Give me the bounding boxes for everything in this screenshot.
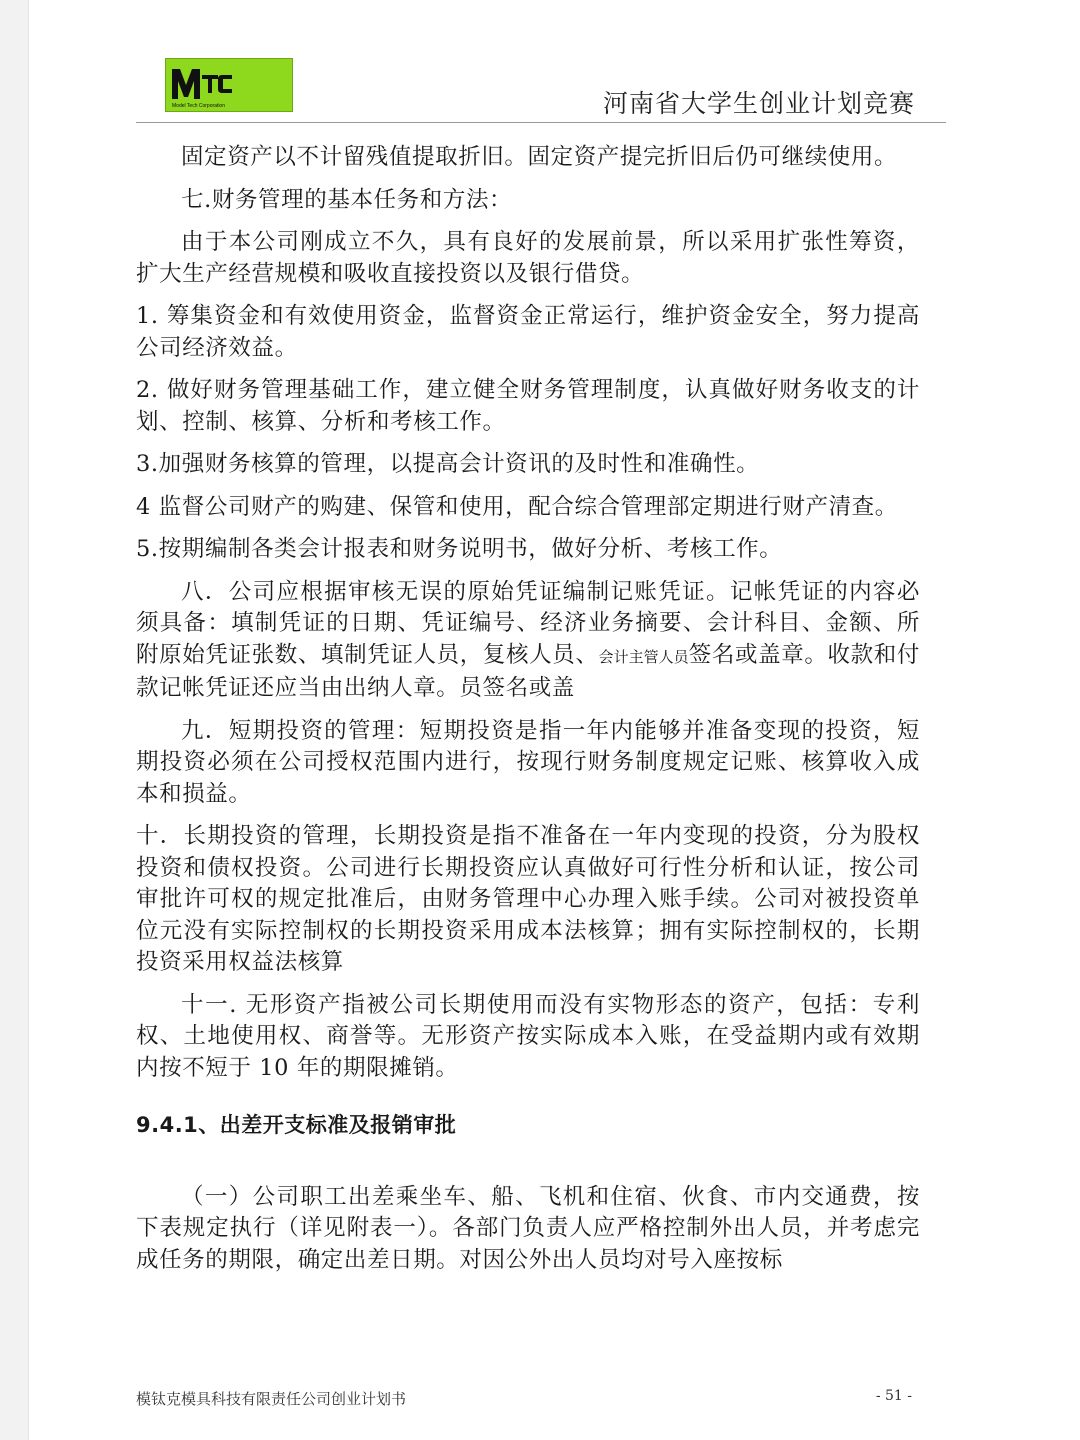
paragraph-section-9: 九．短期投资的管理：短期投资是指一年内能够并准备变现的投资，短期投资必须在公司授权范围内进行，按现行财务制度规定记账、核算收入成本和损益。 [136,717,920,807]
list-item-1: 1. 筹集资金和有效使用资金，监督资金正常运行，维护资金安全，努力提高公司经济效益。 [136,303,920,361]
paragraph-travel-expenses: （一）公司职工出差乘坐车、船、飞机和住宿、伙食、市内交通费，按下表规定执行（详见附表一）。各部门负责人应严格控制外出人员，并考虑完成任务的期限，确定出差日期。对因公外出人员均对号入座按标 [136,1183,920,1273]
paragraph-fixed-assets: 固定资产以不计留残值提取折旧。固定资产提完折旧后仍可继续使用。 [181,144,898,170]
paragraph-section-11: 十一. 无形资产指被公司长期使用而没有实物形态的资产，包括：专利权、土地使用权、商誉等。无形资产按实际成本入账，在受益期内或有效期内按不短于 10 年的期限摊销。 [136,991,920,1081]
section-8-text-b: 签名或盖章。收款和付款记帐凭证还应当由出纳人章。员签名或盖 [136,641,920,701]
footer-company-name: 模钛克模具科技有限责任公司创业计划书 [136,1390,407,1408]
paragraph-section-8 [136,577,920,705]
mtc-logo-graphic [166,59,292,111]
list-item-2: 2. 做好财务管理基础工作，建立健全财务管理制度，认真做好财务收支的计划、控制、核算、分析和考核工作。 [136,377,920,435]
section-8-text-small: 会计主管人员 [598,647,689,666]
document-body [136,142,920,1287]
logo-subtext: Model Tech Corporation [172,103,225,109]
competition-title: 河南省大学生创业计划竞赛 [602,89,915,118]
list-item-5: 5.按期编制各类会计报表和财务说明书，做好分析、考核工作。 [136,536,783,562]
paragraph-financing: 由于本公司刚成立不久，具有良好的发展前景，所以采用扩张性筹资，扩大生产经营规模和吸收直接投资以及银行借贷。 [136,229,920,287]
list-item-3: 3.加强财务核算的管理，以提高会计资讯的及时性和准确性。 [136,451,760,477]
paragraph-section-7-heading: 七.财务管理的基本任务和方法： [181,186,513,213]
header-divider [136,122,946,123]
section-heading: 9.4.1、出差开支标准及报销审批 [136,1113,457,1137]
paragraph-section-10: 十．长期投资的管理，长期投资是指不准备在一年内变现的投资，分为股权投资和债权投资。公司进行长期投资应认真做好可行性分析和认证，按公司审批许可权的规定批准后，由财务管理中心办理入账手续。公司对被投资单位元没有实际控制权的长期投资采用成本法核算；拥有实际控制权的，长期投资采用权益法核算 [136,823,920,975]
list-item-4: 4 监督公司财产的购建、保管和使用，配合综合管理部定期进行财产清查。 [136,493,898,520]
section-8-text-a: 八．公司应根据审核无误的原始凭证编制记账凭证。记帐凭证的内容必须具备：填制凭证的日期、凭证编号、经济业务摘要、会计科目、金额、所附原始凭证张数、填制凭证人员，复核人员、 [136,578,920,668]
footer-page-number: - 51 - [875,1388,912,1404]
company-logo [165,58,293,112]
